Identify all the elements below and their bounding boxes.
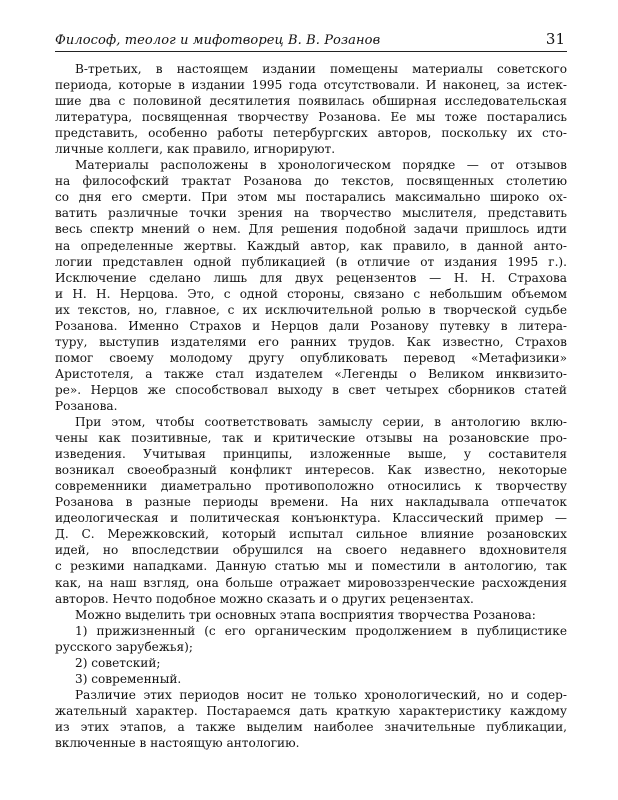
text-line: литература, посвященная творчеству Розанова. Ее мы тоже постарались: [55, 110, 567, 125]
text-line: включенные в настоящую антологию.: [55, 735, 300, 750]
paragraph: [55, 157, 567, 414]
text-line: и Н. Н. Нерцова. Это, с одной стороны, связано с небольшим объемом: [55, 286, 567, 301]
paragraph: [55, 623, 567, 655]
text-line: Д. С. Мережковский, который испытал сильное влияние розановских: [55, 527, 567, 542]
paragraph: [55, 414, 567, 607]
text-line: Розанова.: [55, 398, 118, 413]
text-line: 3) современный.: [75, 671, 182, 686]
text-line: как, на наш взгляд, она больше отражает мировоззренческие расхождения: [55, 575, 567, 590]
text-line: на определенные жертвы. Каждый автор, как правило, в данной анто-: [55, 238, 567, 253]
paragraph: [55, 607, 567, 623]
text-line: изведения. Учитывая принципы, изложенные выше, у составителя: [55, 447, 567, 462]
text-line: При этом, чтобы соответствовать замыслу серии, в антологию вклю-: [75, 415, 567, 430]
text-line: Аристотеля, а также стал издателем «Легенды о Великом инквизито-: [55, 366, 567, 381]
text-line: периода, которые в издании 1995 года отсутствовали. И наконец, за истек-: [55, 78, 567, 93]
text-line: представить, особенно работы петербургских авторов, поскольку их сто-: [55, 126, 567, 141]
text-line: из этих этапов, а также выделим наиболее значительные публикации,: [55, 719, 567, 734]
paragraph: [55, 687, 567, 751]
paragraph: [55, 61, 567, 157]
text-line: помог своему молодому другу опубликовать перевод «Метафизики»: [55, 350, 567, 365]
text-line: 2) советский;: [75, 655, 161, 670]
text-line: с резкими нападками. Данную статью мы и поместили в антологию, так: [55, 559, 567, 574]
text-line: русского зарубежья);: [55, 639, 193, 654]
text-line: на философский трактат Розанова до текстов, посвященных столетию: [55, 174, 567, 189]
running-title: Философ, теолог и мифотворец В. В. Розанов: [55, 33, 381, 48]
text-line: личные коллеги, как правило, игнорируют.: [55, 142, 336, 157]
text-line: ватить различные точки зрения на творчество мыслителя, представить: [55, 206, 567, 221]
text-line: Розанова в разные периоды времени. На них накладывала отпечаток: [55, 495, 567, 510]
text-line: жательный характер. Постараемся дать краткую характеристику каждому: [55, 703, 567, 718]
paragraph: [55, 671, 567, 687]
running-header: [55, 30, 567, 52]
text-line: Различие этих периодов носит не только хронологический, но и содер-: [75, 687, 567, 702]
page-number: 31: [545, 30, 565, 48]
book-page: [55, 30, 567, 751]
text-line: туру, выступив издателями его ранних трудов. Как известно, Страхов: [55, 334, 567, 349]
text-line: Можно выделить три основных этапа восприятия творчества Розанова:: [75, 607, 536, 622]
text-line: идеологическая и политическая конъюнктура. Классический пример —: [55, 511, 567, 526]
text-line: Розанова. Именно Страхов и Нерцов дали Розанову путевку в литера-: [55, 318, 567, 333]
paragraph: [55, 655, 567, 671]
text-line: возникал своеобразный конфликт интересов. Как известно, некоторые: [55, 463, 567, 478]
text-line: 1) прижизненный (с его органическим продолжением в публицистике: [75, 623, 567, 638]
text-line: современники диаметрально противоположно относились к творчеству: [55, 479, 567, 494]
text-line: чены как позитивные, так и критические отзывы на розановские про-: [55, 431, 567, 446]
text-line: ре». Нерцов же способствовал выходу в свет четырех сборников статей: [55, 382, 567, 397]
text-line: идей, но впоследствии обрушился на своего недавнего вдохновителя: [55, 543, 567, 558]
text-line: их текстов, но, главное, с их исключительной ролью в творческой судьбе: [55, 302, 567, 317]
text-line: весь спектр мнений о нем. Для решения подобной задачи пришлось идти: [55, 222, 567, 237]
text-line: шие два с половиной десятилетия появилась обширная исследовательская: [55, 94, 567, 109]
text-line: В-третьих, в настоящем издании помещены материалы советского: [75, 62, 567, 76]
text-line: Материалы расположены в хронологическом порядке — от отзывов: [75, 158, 567, 173]
text-line: со дня его смерти. При этом мы постарались максимально широко ох-: [55, 190, 567, 205]
body-text: [55, 61, 567, 751]
text-line: Исключение сделано лишь для двух рецензентов — Н. Н. Страхова: [55, 270, 567, 285]
text-line: авторов. Нечто подобное можно сказать и о других рецензентах.: [55, 591, 474, 606]
text-line: логии представлен одной публикацией (в отличие от издания 1995 г.).: [55, 254, 567, 269]
